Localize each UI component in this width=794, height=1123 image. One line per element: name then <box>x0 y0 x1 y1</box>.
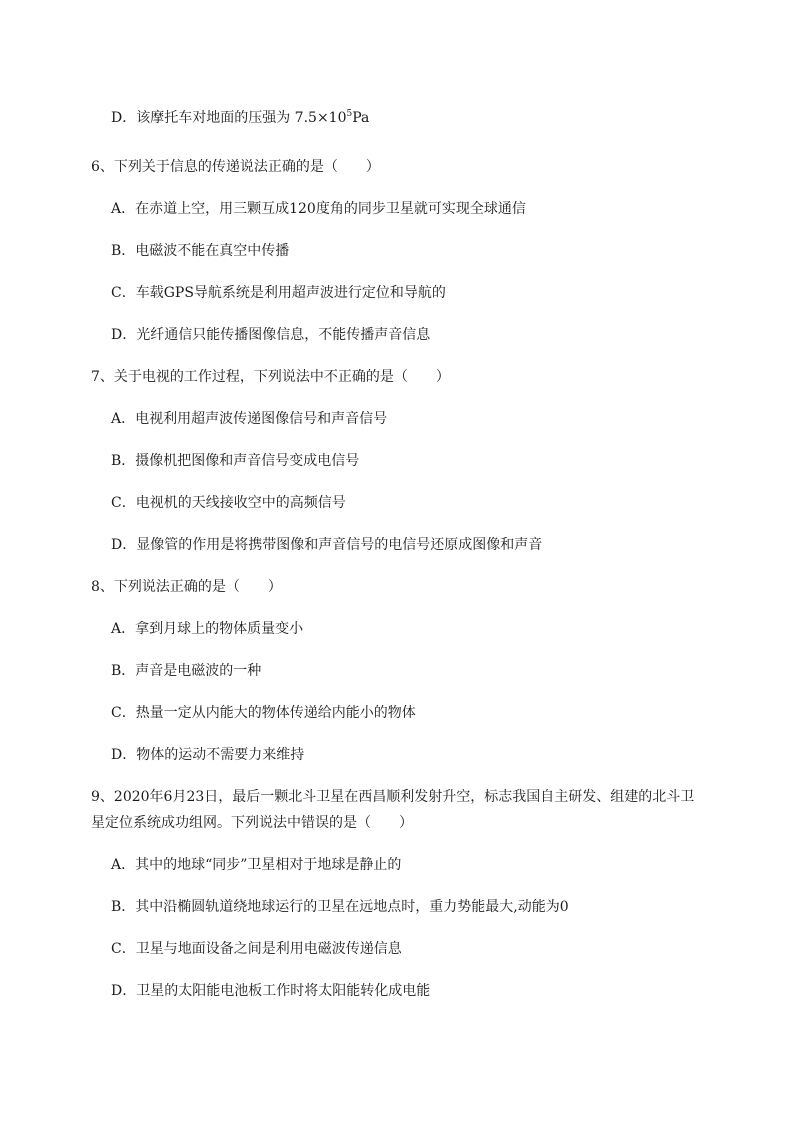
q8-stem: 8、下列说法正确的是（ ） <box>91 579 282 595</box>
q5-option-d-unit: Pa <box>352 110 370 126</box>
q7-option-b: B．摄像机把图像和声音信号变成电信号 <box>111 453 360 469</box>
q8-option-a: A．拿到月球上的物体质量变小 <box>111 621 304 637</box>
q6-option-c: C．车载GPS导航系统是利用超声波进行定位和导航的 <box>111 285 446 301</box>
q5-option-d-text: D．该摩托车对地面的压强为 7.5×10 <box>111 110 347 126</box>
q6-option-d: D．光纤通信只能传播图像信息，不能传播声音信息 <box>111 327 431 343</box>
q6-stem: 6、下列关于信息的传递说法正确的是（ ） <box>91 159 380 175</box>
q9-option-a: A．其中的地球“同步”卫星相对于地球是静止的 <box>111 857 402 873</box>
q9-option-d: D．卫星的太阳能电池板工作时将太阳能转化成电能 <box>111 983 431 999</box>
q9-stem-line1: 9、2020年6月23日，最后一颗北斗卫星在西昌顺利发射升空，标志我国自主研发、组建的北斗卫 <box>91 789 695 805</box>
q9-option-c: C．卫星与地面设备之间是利用电磁波传递信息 <box>111 941 402 957</box>
q7-option-c: C．电视机的天线接收空中的高频信号 <box>111 495 346 511</box>
q8-option-d: D．物体的运动不需要力来维持 <box>111 747 305 763</box>
q6-option-a: A．在赤道上空，用三颗互成120度角的同步卫星就可实现全球通信 <box>111 201 526 217</box>
q8-option-c: C．热量一定从内能大的物体传递给内能小的物体 <box>111 705 416 721</box>
q7-option-d: D．显像管的作用是将携带图像和声音信号的电信号还原成图像和声音 <box>111 537 543 553</box>
q7-stem: 7、关于电视的工作过程，下列说法中不正确的是（ ） <box>91 369 450 385</box>
q9-option-b: B．其中沿椭圆轨道绕地球运行的卫星在远地点时，重力势能最大,动能为0 <box>111 899 569 915</box>
q7-option-a: A．电视利用超声波传递图像信号和声音信号 <box>111 411 388 427</box>
q6-option-b: B．电磁波不能在真空中传播 <box>111 243 290 259</box>
q9-stem-line2: 星定位系统成功组网。下列说法中错误的是（ ） <box>91 815 413 831</box>
q5-option-d <box>111 108 369 128</box>
q8-option-b: B．声音是电磁波的一种 <box>111 663 262 679</box>
q5-option-d-exponent: 5 <box>346 109 353 119</box>
